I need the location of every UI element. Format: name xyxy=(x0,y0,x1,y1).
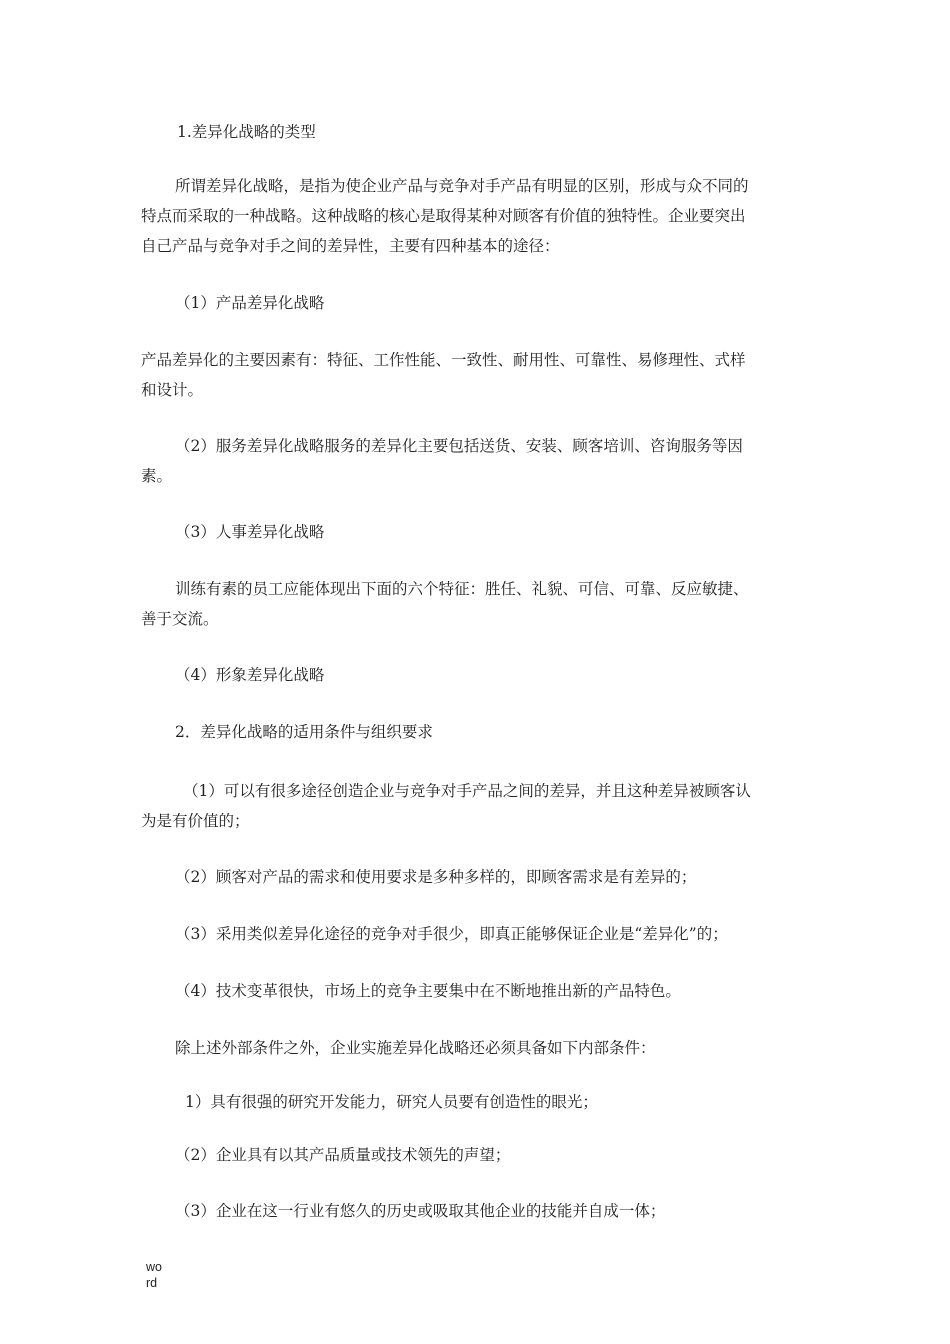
cond2: （2）顾客对产品的需求和使用要求是多种多样的，即顾客需求是有差异的； xyxy=(175,868,697,886)
footer-word xyxy=(146,1259,162,1291)
item4-title: （4）形象差异化战略 xyxy=(175,666,325,684)
item1-body-line-1: 产品差异化的主要因素有：特征、工作性能、一致性、耐用性、可靠性、易修理性、式样 xyxy=(141,351,746,369)
footer-line-1: wo xyxy=(146,1260,162,1274)
internal-intro: 除上述外部条件之外，企业实施差异化战略还必须具备如下内部条件： xyxy=(175,1039,656,1057)
heading-1: 1.差异化战略的类型 xyxy=(177,123,316,141)
item2-line-2: 素。 xyxy=(141,467,173,485)
intro-line-1: 所谓差异化战略，是指为使企业产品与竞争对手产品有明显的区别，形成与众不同的 xyxy=(175,177,749,195)
item3-title: （3）人事差异化战略 xyxy=(175,523,325,541)
cond1-line-1: （1）可以有很多途径创造企业与竞争对手产品之间的差异，并且这种差异被顾客认 xyxy=(183,782,751,800)
intro-line-2: 特点而采取的一种战略。这种战略的核心是取得某种对顾客有价值的独特性。企业要突出 xyxy=(141,207,746,225)
item1-title: （1）产品差异化战略 xyxy=(175,294,325,312)
cond1-line-2: 为是有价值的； xyxy=(141,812,250,830)
item3-body-line-2: 善于交流。 xyxy=(141,610,219,628)
item3-body-line-1: 训练有素的员工应能体现出下面的六个特征：胜任、礼貌、可信、可靠、反应敏捷、 xyxy=(175,580,749,598)
cond4: （4）技术变革很快，市场上的竞争主要集中在不断地推出新的产品特色。 xyxy=(175,982,681,1000)
internal-condition-3: （3）企业在这一行业有悠久的历史或吸取其他企业的技能并自成一体； xyxy=(175,1202,666,1220)
heading-2: 2．差异化战略的适用条件与组织要求 xyxy=(175,723,433,741)
internal-condition-1: 1）具有很强的研究开发能力，研究人员要有创造性的眼光； xyxy=(185,1093,598,1111)
item2-line-1: （2）服务差异化战略服务的差异化主要包括送货、安装、顾客培训、咨询服务等因 xyxy=(175,437,743,455)
footer-line-2: rd xyxy=(146,1276,158,1290)
cond3: （3）采用类似差异化途径的竞争对手很少，即真正能够保证企业是“差异化”的； xyxy=(175,925,728,943)
internal-condition-2: （2）企业具有以其产品质量或技术领先的声望； xyxy=(175,1146,511,1164)
intro-line-3: 自己产品与竞争对手之间的差异性，主要有四种基本的途径： xyxy=(141,237,560,255)
item1-body-line-2: 和设计。 xyxy=(141,381,204,399)
